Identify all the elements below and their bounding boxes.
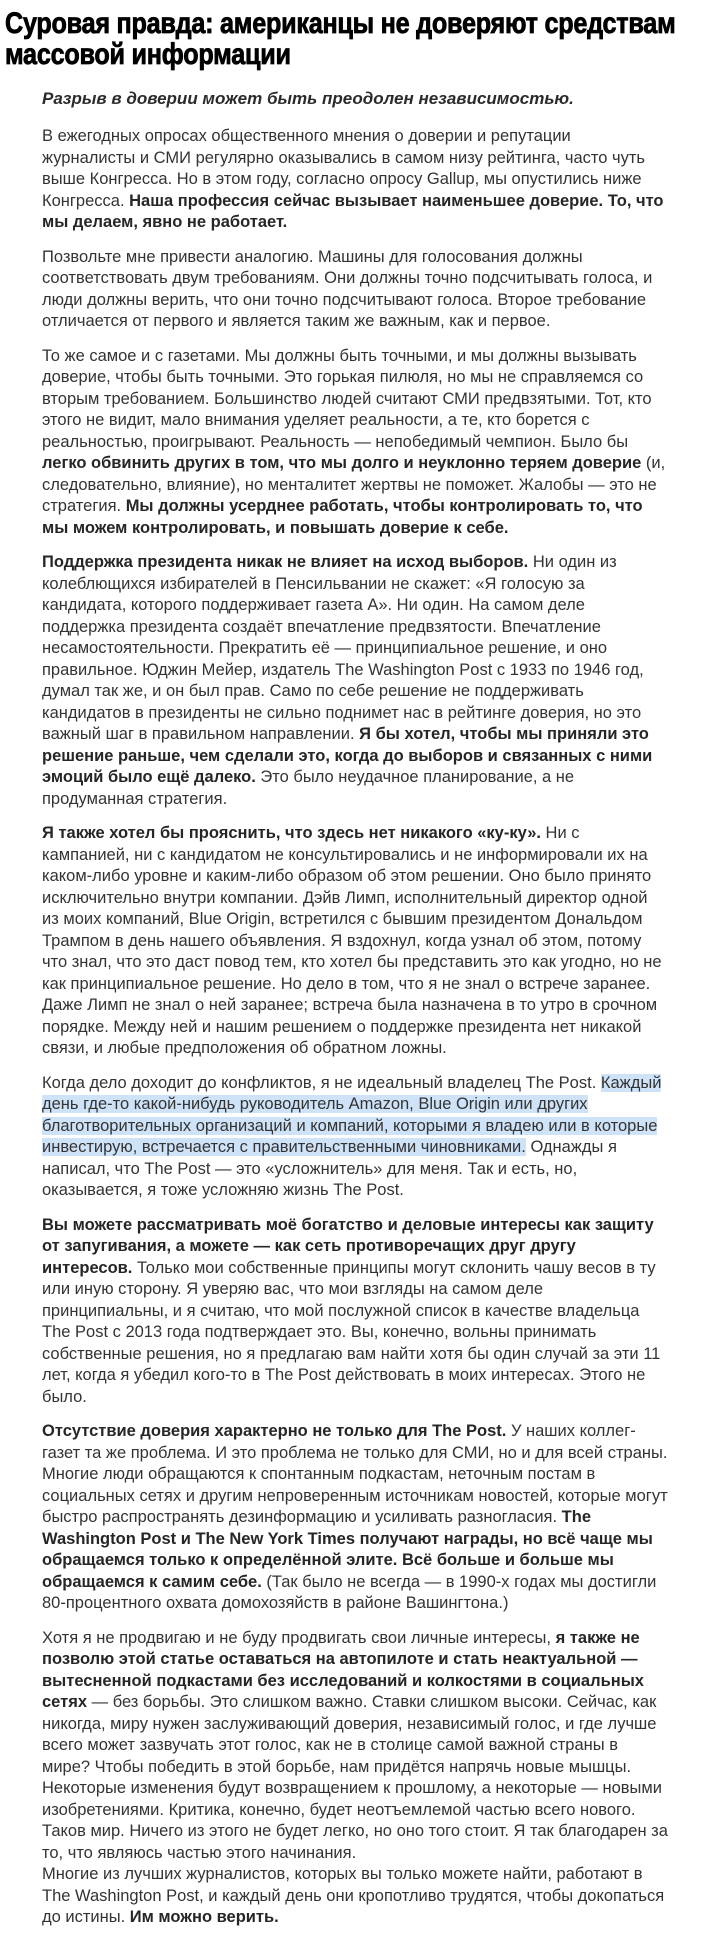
text-run: Хотя я не продвигаю и не буду продвигать свои личные интересы, [42, 1628, 556, 1647]
text-run: — без борьбы. Это слишком важно. Ставки слишком высоки. Сейчас, как никогда, миру нужен заслуживающий доверия, независимый голос, и где лучше всего может зазвучать этот голос, как не в столице самой важной страны в мире? Чтобы победить в этой борьбе, нам придётся напрячь новые мышцы. Некоторые изменения будут возвращением к прошлому, а некоторые — новыми изобретениями. Критика, конечно, будет неотъемлемой частью всего нового. Таков мир. Ничего из этого не будет легко, но оно того стоит. Я так благодарен за то, что являюсь частью этого начинания. [42, 1693, 668, 1862]
bold-text-run: Вы можете рассматривать моё богатство и деловые интересы как защиту от запугивания, а можете — как сеть противоречащих друг другу интересов. [42, 1215, 654, 1277]
paragraph [42, 1628, 668, 1929]
paragraph [42, 126, 668, 234]
bold-text-run: The Washington Post и The New York Times получают награды, но всё чаще мы обращаемся только к определённой элите. Всё больше и больше мы обращаемся к самим себе. [42, 1508, 653, 1591]
text-run: Позвольте мне привести аналогию. Машины для голосования должны соответствовать двум требованиям. Они должны точно подсчитывать голоса, и люди должны верить, что они точно подсчитывают голоса. Второе требование отличается от первого и является таким же важным, как и первое. [42, 247, 653, 330]
paragraph [42, 1215, 668, 1409]
article-content [0, 88, 709, 1929]
paragraph [42, 552, 668, 810]
bold-text-run: Поддержка президента никак не влияет на исход выборов. [42, 553, 529, 571]
bold-text-run: легко обвинить других в том, что мы долго и неуклонно теряем доверие [42, 454, 642, 472]
bold-text-run: Отсутствие доверия характерно не только для The Post. [42, 1422, 507, 1440]
text-run: В ежегодных опросах общественного мнения о доверии и репутации журналисты и СМИ регулярно оказывались в самом низу рейтинга, часто чуть выше Конгресса. Но в этом году, согласно опросу Gallup, мы опустились ниже Конгресса. [42, 127, 646, 210]
text-run: (Так было не всегда — в 1990-х годах мы достигли 80-процентного охвата домохозяйств в районе Вашингтона.) [42, 1572, 657, 1612]
article-body [42, 126, 668, 1929]
paragraph [42, 1421, 668, 1615]
page-title-line-1: Суровая правда: американцы не доверяют средствам [5, 7, 676, 40]
paragraph [42, 823, 668, 1060]
bold-text-run: Мы должны усерднее работать, чтобы контролировать то, что мы можем контролировать, и повышать доверие к себе. [42, 497, 643, 537]
text-run: Однажды я написал, что The Post — это «усложнитель» для меня. Так и есть, но, оказывается, я тоже усложняю жизнь The Post. [42, 1138, 617, 1199]
paragraph [42, 1073, 668, 1202]
text-run: (и, следовательно, влияние), но менталитет жертвы не поможет. Жалобы — это не стратегия. [42, 454, 666, 515]
page-title [0, 8, 709, 70]
bold-text-run: Я бы хотел, чтобы мы приняли это решение раньше, чем сделали это, когда до выборов и связанных с ними эмоций было ещё далеко. [42, 725, 653, 786]
paragraph [42, 247, 668, 333]
bold-text-run: Им можно верить. [129, 1908, 279, 1926]
bold-text-run: я также не позволю этой статье оставаться на автопилоте и стать неактуальной — вытесненной подкастами без исследований и колкостями в социальных сетях [42, 1628, 644, 1711]
text-run: Ни один из колеблющихся избирателей в Пенсильвании не скажет: «Я голосую за кандидата, которого поддерживает газета А». Ни один. На самом деле поддержка президента создаёт впечатление предвзятости. Впечатление несамостоятельности. Прекратить её — принципиальное решение, и оно правильное. Юджин Мейер, издатель The Washington Post с 1933 по 1946 год, думал так же, и он был прав. Само по себе решение не поддерживать кандидатов в президенты не сильно поднимет нас в рейтинге доверия, но это важный шаг в правильном направлении. [42, 553, 644, 743]
selection-highlight: Каждый день где-то какой-нибудь руководитель Amazon, Blue Origin или других благотворительных организаций и компаний, которыми я владею или в которые инвестирую, встречается с правительственными чиновниками. [42, 1073, 662, 1156]
text-run: Когда дело доходит до конфликтов, я не идеальный владелец The Post. [42, 1073, 601, 1092]
text-run: Ни с кампанией, ни с кандидатом не консультировались и не информировали их на каком-либо уровне и каким-либо образом об этом решении. Оно было принято исключительно внутри компании. Дэйв Лимп, исполнительный директор одной из моих компаний, Blue Origin, встретился с бывшим президентом Дональдом Трампом в день нашего объявления. Я вздохнул, когда узнал об этом, потому что знал, что это даст повод тем, кто хотел бы представить это как угодно, но не как принципиальное решение. Но дело в том, что я не знал о встрече заранее. Даже Лимп не знал о ней заранее; встреча была назначена в то утро в срочном порядке. Между ней и нашим решением о поддержке президента нет никакой связи, и любые предположения об обратном ложны. [42, 824, 662, 1057]
paragraph [42, 346, 668, 540]
bold-text-run: Я также хотел бы прояснить, что здесь нет никакого «ку-ку». [42, 824, 541, 842]
text-run: Только мои собственные принципы могут склонить чашу весов в ту или иную сторону. Я уверяю вас, что мои взгляды на самом деле принципиальны, и я считаю, что мой послужной список в качестве владельца The Post с 2013 года подтверждает это. Вы, конечно, вольны принимать собственные решения, но я предлагаю вам найти хотя бы один случай за эти 11 лет, когда я убедил кого-то в The Post действовать в моих интересах. Этого не было. [42, 1258, 661, 1406]
page-title-line-2: массовой информации [5, 38, 291, 71]
text-run: У наших коллег-газет та же проблема. И это проблема не только для СМИ, но и для всей страны. Многие люди обращаются к спонтанным подкастам, неточным постам в социальных сетях и другим непроверенным источникам новостей, которые могут быстро распространять дезинформацию и усиливать разногласия. [42, 1422, 668, 1526]
text-run: То же самое и с газетами. Мы должны быть точными, и мы должны вызывать доверие, чтобы быть точными. Это горькая пилюля, но мы не справляемся со вторым требованием. Большинство людей считают СМИ предвзятыми. Тот, кто этого не видит, мало внимания уделяет реальности, а те, кто борется с реальностью, проигрывают. Реальность — непобедимый чемпион. Было бы [42, 346, 652, 451]
text-run: Это было неудачное планирование, а не продуманная стратегия. [42, 768, 575, 808]
text-run: Многие из лучших журналистов, которых вы только можете найти, работают в The Washington Post, и каждый день они кропотливо трудятся, чтобы докопаться до истины. [42, 1865, 665, 1926]
bold-text-run: Наша профессия сейчас вызывает наименьшее доверие. То, что мы делаем, явно не работает. [42, 191, 664, 231]
article-subtitle: Разрыв в доверии может быть преодолен независимостью. [42, 89, 574, 108]
